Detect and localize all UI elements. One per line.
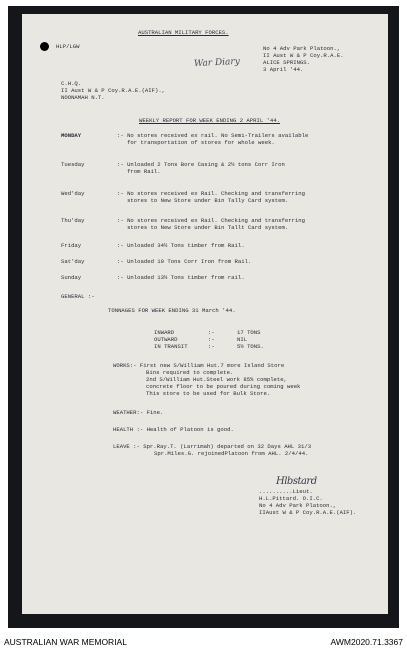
- day-entry: Sat'day :- Unloaded 10 Tons Corr Iron from Rail.: [61, 258, 252, 265]
- works-section: WORKS:- First new S/William Hut.7 more Island Store Bins required to complete. 2nd S/William Hut.Steel work 85% complete, concrete floor to be poured during coming week This store to be used for Bulk Store.: [113, 362, 301, 397]
- letterhead: AUSTRALIAN MILITARY FORCES.: [138, 29, 229, 36]
- reference-code: HLP/LGW: [56, 43, 80, 50]
- day-entry: Thu'day :- No stores received ex Rail. Checking and transferring stores to New Store under Bin Tallt Card system.: [61, 217, 305, 231]
- day-entry: Tuesday :- Unloaded 2 Tons Bore Casing & 2½ tons Corr Iron from Rail.: [61, 161, 285, 175]
- tonnage-row: INWARD :- 17 TONS: [154, 329, 261, 336]
- day-entry: Friday :- Unloaded 34½ Tons timber from Rail.: [61, 242, 245, 249]
- document-page: [22, 14, 388, 614]
- recipient-address: C.H.Q. II Aust W & P Coy.R.A.E.(AIF)., NOONAMAH N.T.: [61, 80, 166, 101]
- tonnage-row: OUTWARD :- NIL: [154, 336, 248, 343]
- punch-hole: [40, 42, 49, 51]
- health-line: HEALTH :- Health of Platoon is good.: [113, 426, 234, 433]
- day-entry: Sunday :- Unloaded 13½ Tons timber from rail.: [61, 274, 245, 281]
- handwritten-note: War Diary: [193, 56, 241, 70]
- tonnage-table: [154, 329, 264, 350]
- weather-line: WEATHER:- Fine.: [113, 409, 164, 416]
- tonnage-row: IN TRANSIT :- 5½ TONS.: [154, 343, 264, 350]
- leave-section: LEAVE :- Spr.Ray.T. (Larrimah) departed on 32 Days AHL 31/3 Spr.Miles.G. rejoinedPlatoon from AHL. 2/4/44.: [113, 443, 312, 457]
- signature-block: ..........Lieut. H.L.Pittard. O.I.C. No 4 Adv Park Platoon., IIAust W & P Coy.R.A.E.(AIF).: [259, 488, 357, 516]
- tonnages-title: TONNAGES FOR WEEK ENDING 31 March '44.: [108, 307, 236, 314]
- day-entry: MONDAY :- No stores received ex rail. No Semi-Trailers available for transportation of stores for whole week.: [61, 132, 309, 146]
- sender-address: No 4 Adv Park Platoon., II Aust W & P Coy.R.A.E. ALICE SPRINGS. 3 April '44.: [263, 45, 344, 73]
- general-heading: GENERAL :-: [61, 293, 95, 300]
- footer-accession: AWM2020.71.3367: [330, 637, 403, 647]
- document-backing: [8, 6, 399, 628]
- signature: Hlbstard: [276, 476, 317, 487]
- daily-entries: [61, 132, 308, 290]
- footer-source: AUSTRALIAN WAR MEMORIAL: [4, 637, 127, 647]
- day-entry: Wed'day :- No stores received ex Rail. Checking and transferring stores to New Store under Bin Tally Card system.: [61, 190, 305, 204]
- report-title: WEEKLY REPORT FOR WEEK ENDING 2 APRIL '44.: [139, 117, 280, 124]
